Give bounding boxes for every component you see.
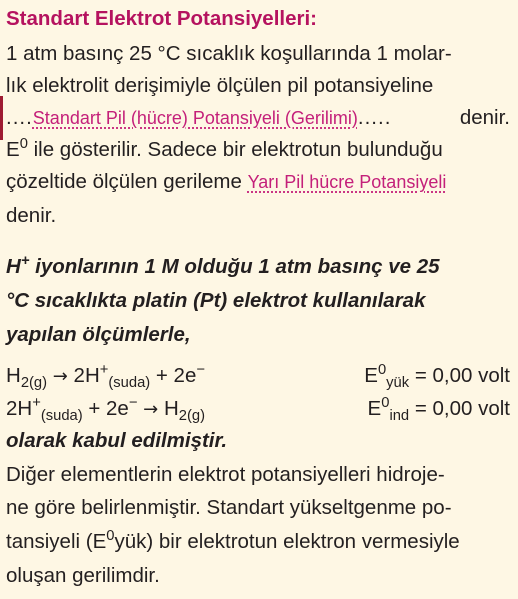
line-text: ile gösterilir. Sadece bir elektrotun bulunduğu — [27, 138, 443, 161]
handwritten-answer: Standart Pil (hücre) Potansiyeli (Gerilimi) — [32, 108, 358, 128]
line-end-text: denir. — [459, 106, 510, 129]
plus-superscript: + — [20, 252, 30, 269]
product: + 2e — [150, 364, 197, 387]
electron-charge: − — [128, 394, 138, 411]
e-superscript: 0 — [381, 394, 390, 411]
potential-value — [368, 394, 510, 424]
product-subscript: 2(g) — [178, 408, 205, 425]
reactant: 2H — [6, 397, 33, 420]
product-subscript: (suda) — [108, 375, 151, 392]
reactant: H — [6, 364, 21, 387]
reaction-equation-1 — [6, 361, 510, 392]
paragraph-line: denir. — [6, 204, 57, 227]
potential-value — [364, 361, 510, 391]
h-symbol: H — [6, 255, 21, 278]
product: 2H — [67, 364, 100, 387]
reactant-subscript: (suda) — [40, 408, 83, 425]
bold-line: yapılan ölçümlerle, — [6, 323, 191, 346]
paragraph-line: Diğer elementlerin elektrot potansiyelleri hidroje- — [6, 463, 445, 486]
e-subscript: yük — [386, 375, 410, 392]
bold-line: olarak kabul edilmiştir. — [6, 429, 228, 452]
product-superscript: + — [99, 361, 109, 378]
e-superscript: 0 — [19, 135, 28, 152]
dotted-blank: ..... — [357, 106, 392, 129]
section-heading: Standart Elektrot Potansiyelleri: — [6, 7, 318, 30]
paragraph-line — [6, 527, 510, 557]
product: H — [158, 397, 179, 420]
electron-charge: − — [196, 361, 205, 378]
line-text: tansiyeli (E — [6, 530, 107, 553]
potential-number: = 0,00 volt — [409, 364, 510, 387]
dotted-blank: .... — [6, 106, 33, 129]
line-text: yük) bir elektrotun elektron vermesiyle — [114, 530, 460, 553]
reaction-arrow-icon: → — [52, 366, 68, 387]
reactant-subscript: 2(g) — [20, 375, 48, 392]
e-symbol: E — [364, 364, 378, 387]
paragraph-line — [6, 135, 510, 165]
line-text: çözeltide ölçülen gerileme — [6, 170, 248, 193]
reaction-arrow-icon: → — [143, 399, 159, 420]
e-superscript: 0 — [106, 527, 115, 544]
paragraph-line: lık elektrolit derişimiyle ölçülen pil potansiyeline — [6, 74, 434, 97]
potential-number: = 0,00 volt — [409, 397, 510, 420]
e-symbol: E — [6, 138, 20, 161]
paragraph-line: oluşan gerilimdir. — [6, 564, 160, 587]
bold-line — [6, 252, 510, 282]
e-symbol: E — [367, 397, 382, 420]
reactant: + 2e — [82, 397, 129, 420]
fill-in-line — [6, 103, 510, 133]
reaction-equation-2 — [6, 394, 510, 425]
handwritten-answer: Yarı Pil hücre Potansiyeli — [247, 172, 447, 192]
fill-in-line — [6, 167, 510, 197]
line-text: iyonlarının 1 M olduğu 1 atm basınç ve 25 — [29, 255, 440, 278]
e-superscript: 0 — [377, 361, 387, 378]
bold-line: °C sıcaklıkta platin (Pt) elektrot kullanılarak — [6, 289, 426, 312]
paragraph-line: ne göre belirlenmiştir. Standart yükseltgenme po- — [6, 496, 452, 519]
e-subscript: ind — [389, 408, 410, 425]
margin-marker — [0, 96, 3, 140]
paragraph-line: 1 atm basınç 25 °C sıcaklık koşullarında 1 molar- — [6, 42, 452, 65]
reactant-superscript: + — [32, 394, 41, 411]
